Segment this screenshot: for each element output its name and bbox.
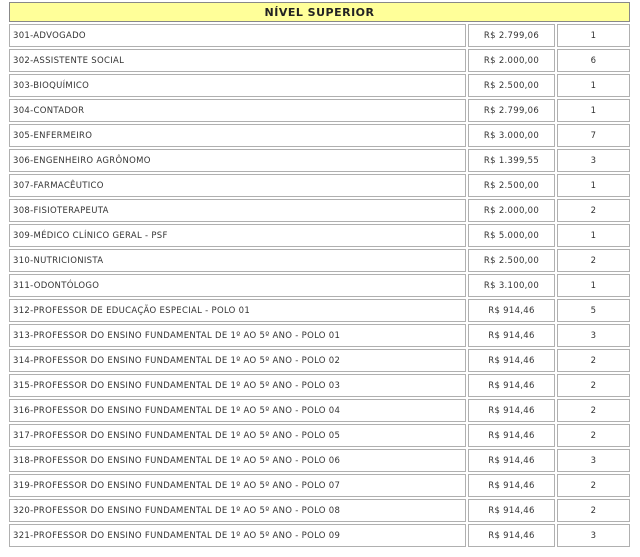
table-row <box>9 224 630 247</box>
table-row <box>9 124 630 147</box>
table-row <box>9 74 630 97</box>
cargo-cell: 315-PROFESSOR DO ENSINO FUNDAMENTAL DE 1º AO 5º ANO - POLO 03 <box>9 374 466 397</box>
salary-cell: R$ 914,46 <box>468 499 555 522</box>
table-row <box>9 24 630 47</box>
cargo-cell: 313-PROFESSOR DO ENSINO FUNDAMENTAL DE 1º AO 5º ANO - POLO 01 <box>9 324 466 347</box>
salary-cell: R$ 914,46 <box>468 349 555 372</box>
salary-cell: R$ 5.000,00 <box>468 224 555 247</box>
vacancies-cell: 1 <box>557 174 630 197</box>
salary-cell: R$ 914,46 <box>468 399 555 422</box>
cargo-cell: 309-MÉDICO CLÍNICO GERAL - PSF <box>9 224 466 247</box>
cargo-cell: 307-FARMACÊUTICO <box>9 174 466 197</box>
section-title: NÍVEL SUPERIOR <box>9 2 630 22</box>
table-row <box>9 199 630 222</box>
salary-cell: R$ 1.399,55 <box>468 149 555 172</box>
table-row <box>9 424 630 447</box>
vacancies-cell: 1 <box>557 24 630 47</box>
vacancies-cell: 2 <box>557 349 630 372</box>
table-row <box>9 349 630 372</box>
table-row <box>9 524 630 547</box>
vacancies-cell: 2 <box>557 424 630 447</box>
vacancies-cell: 3 <box>557 524 630 547</box>
cargo-cell: 320-PROFESSOR DO ENSINO FUNDAMENTAL DE 1º AO 5º ANO - POLO 08 <box>9 499 466 522</box>
vacancies-cell: 1 <box>557 274 630 297</box>
salary-cell: R$ 914,46 <box>468 424 555 447</box>
salary-cell: R$ 3.100,00 <box>468 274 555 297</box>
vacancies-cell: 2 <box>557 499 630 522</box>
table-row <box>9 499 630 522</box>
vacancies-cell: 2 <box>557 249 630 272</box>
table-header-row <box>9 2 630 22</box>
cargo-cell: 314-PROFESSOR DO ENSINO FUNDAMENTAL DE 1º AO 5º ANO - POLO 02 <box>9 349 466 372</box>
table-row <box>9 249 630 272</box>
vacancies-cell: 2 <box>557 374 630 397</box>
vacancies-cell: 1 <box>557 99 630 122</box>
salary-cell: R$ 914,46 <box>468 299 555 322</box>
cargo-cell: 318-PROFESSOR DO ENSINO FUNDAMENTAL DE 1º AO 5º ANO - POLO 06 <box>9 449 466 472</box>
cargo-cell: 301-ADVOGADO <box>9 24 466 47</box>
vacancies-cell: 2 <box>557 474 630 497</box>
cargo-cell: 310-NUTRICIONISTA <box>9 249 466 272</box>
salary-cell: R$ 2.799,06 <box>468 24 555 47</box>
table-row <box>9 274 630 297</box>
salary-cell: R$ 914,46 <box>468 324 555 347</box>
cargo-cell: 311-ODONTÓLOGO <box>9 274 466 297</box>
cargo-cell: 321-PROFESSOR DO ENSINO FUNDAMENTAL DE 1º AO 5º ANO - POLO 09 <box>9 524 466 547</box>
cargo-cell: 316-PROFESSOR DO ENSINO FUNDAMENTAL DE 1º AO 5º ANO - POLO 04 <box>9 399 466 422</box>
vacancies-cell: 3 <box>557 149 630 172</box>
table-row <box>9 174 630 197</box>
salary-cell: R$ 2.000,00 <box>468 199 555 222</box>
salary-cell: R$ 2.799,06 <box>468 99 555 122</box>
table-row <box>9 149 630 172</box>
table-row <box>9 474 630 497</box>
vacancies-cell: 2 <box>557 199 630 222</box>
table-row <box>9 49 630 72</box>
positions-table <box>7 0 632 549</box>
cargo-cell: 305-ENFERMEIRO <box>9 124 466 147</box>
cargo-cell: 317-PROFESSOR DO ENSINO FUNDAMENTAL DE 1º AO 5º ANO - POLO 05 <box>9 424 466 447</box>
cargo-cell: 319-PROFESSOR DO ENSINO FUNDAMENTAL DE 1º AO 5º ANO - POLO 07 <box>9 474 466 497</box>
vacancies-cell: 3 <box>557 324 630 347</box>
vacancies-cell: 5 <box>557 299 630 322</box>
table-row <box>9 449 630 472</box>
cargo-cell: 302-ASSISTENTE SOCIAL <box>9 49 466 72</box>
table-row <box>9 99 630 122</box>
salary-cell: R$ 2.500,00 <box>468 74 555 97</box>
cargo-cell: 312-PROFESSOR DE EDUCAÇÃO ESPECIAL - POLO 01 <box>9 299 466 322</box>
positions-table-container <box>7 0 628 549</box>
table-row <box>9 399 630 422</box>
table-row <box>9 374 630 397</box>
table-row <box>9 299 630 322</box>
salary-cell: R$ 3.000,00 <box>468 124 555 147</box>
vacancies-cell: 3 <box>557 449 630 472</box>
vacancies-cell: 6 <box>557 49 630 72</box>
vacancies-cell: 1 <box>557 224 630 247</box>
vacancies-cell: 2 <box>557 399 630 422</box>
table-row <box>9 324 630 347</box>
salary-cell: R$ 914,46 <box>468 524 555 547</box>
cargo-cell: 308-FISIOTERAPEUTA <box>9 199 466 222</box>
salary-cell: R$ 914,46 <box>468 449 555 472</box>
cargo-cell: 306-ENGENHEIRO AGRÔNOMO <box>9 149 466 172</box>
salary-cell: R$ 914,46 <box>468 474 555 497</box>
salary-cell: R$ 914,46 <box>468 374 555 397</box>
salary-cell: R$ 2.500,00 <box>468 249 555 272</box>
salary-cell: R$ 2.500,00 <box>468 174 555 197</box>
vacancies-cell: 1 <box>557 74 630 97</box>
vacancies-cell: 7 <box>557 124 630 147</box>
cargo-cell: 303-BIOQUÍMICO <box>9 74 466 97</box>
cargo-cell: 304-CONTADOR <box>9 99 466 122</box>
salary-cell: R$ 2.000,00 <box>468 49 555 72</box>
